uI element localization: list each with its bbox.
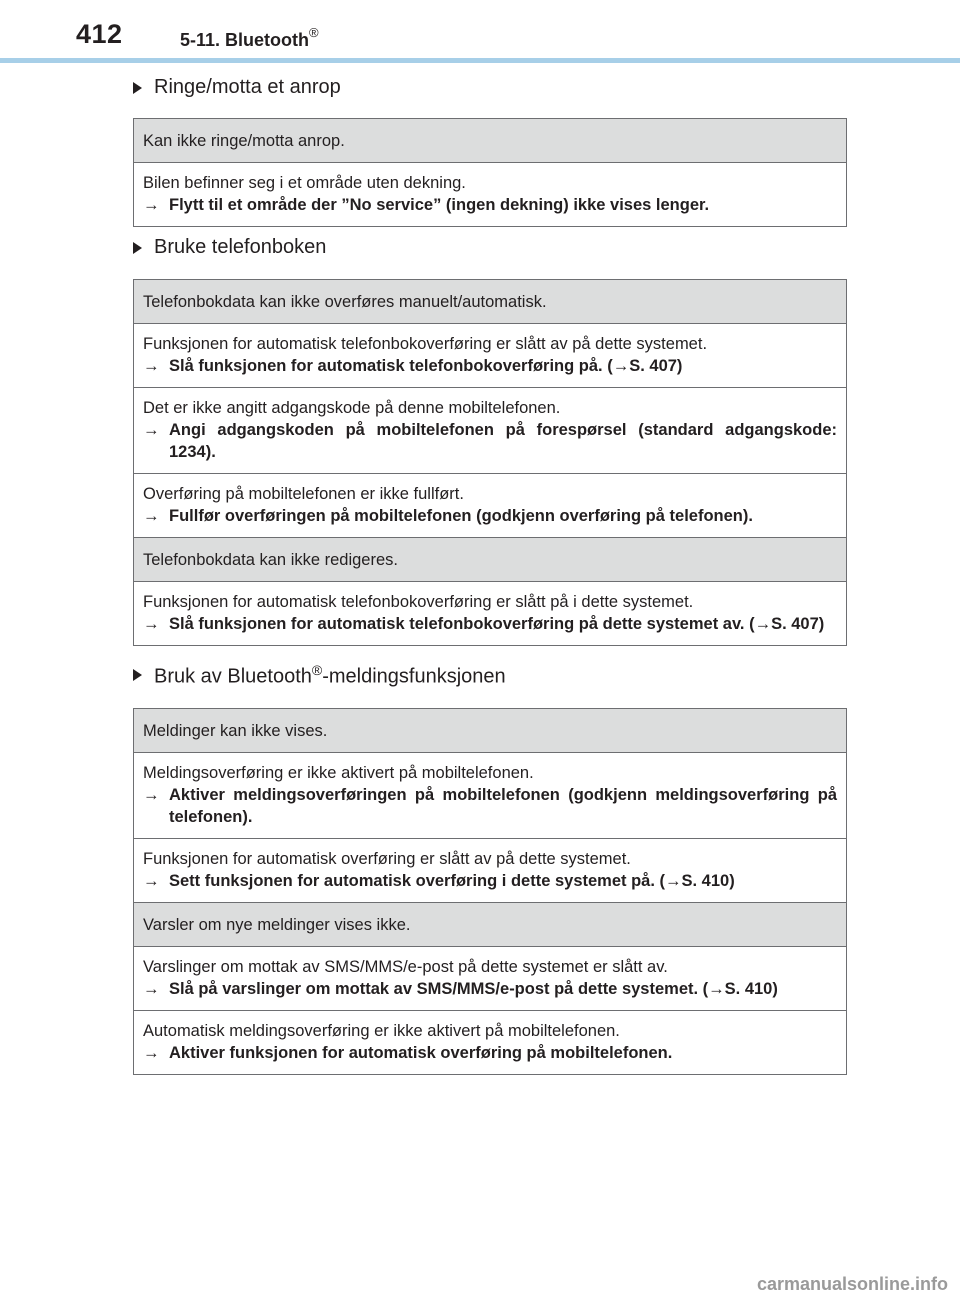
registered-mark: ®	[309, 25, 319, 40]
arrow-right-icon: →	[143, 980, 160, 998]
cause-text: Overføring på mobiltelefonen er ikke fullført.	[143, 485, 464, 503]
subheading-text: Bruke telefonboken	[154, 236, 327, 258]
section-title	[180, 27, 319, 51]
problem-row	[134, 119, 846, 162]
arrow-right-icon: →	[143, 507, 160, 525]
subheading-text: Ringe/motta et anrop	[154, 76, 341, 98]
page-number: 412	[76, 19, 123, 49]
problem-row	[134, 280, 846, 323]
table-calls	[133, 118, 847, 227]
solution-label: Slå funksjonen for automatisk telefonbokoverføring på dette systemet av. (→S. 407)	[169, 615, 825, 633]
table-phonebook	[133, 279, 847, 646]
solution-text	[143, 355, 837, 377]
section-title-text: 5-11. Bluetooth	[180, 30, 310, 50]
problem-text: Kan ikke ringe/motta anrop.	[143, 132, 345, 150]
solution-text	[143, 505, 837, 527]
arrow-right-icon: →	[143, 357, 160, 375]
cause-row	[134, 581, 846, 645]
problem-text: Varsler om nye meldinger vises ikke.	[143, 916, 411, 934]
solution-label: Aktiver meldingsoverføringen på mobiltelefonen (godkjenn meldingsoverføring på telefonen).	[169, 786, 837, 826]
cause-text: Varslinger om mottak av SMS/MMS/e-post på dette systemet er slått av.	[143, 958, 668, 976]
page-header	[0, 0, 960, 64]
cause-text: Automatisk meldingsoverføring er ikke aktivert på mobiltelefonen.	[143, 1022, 620, 1040]
solution-text	[143, 613, 837, 635]
triangle-bullet-icon	[133, 242, 142, 254]
arrow-right-icon: →	[143, 1044, 160, 1062]
table-messages	[133, 708, 847, 1075]
subheading-phonebook	[133, 236, 326, 259]
subheading-main: Bruk av Bluetooth	[154, 665, 312, 688]
solution-label: Aktiver funksjonen for automatisk overføring på mobiltelefonen.	[169, 1044, 673, 1062]
cause-text: Meldingsoverføring er ikke aktivert på mobiltelefonen.	[143, 764, 534, 782]
problem-text: Meldinger kan ikke vises.	[143, 722, 328, 740]
arrow-right-icon: →	[143, 872, 160, 890]
solution-label: Slå funksjonen for automatisk telefonbokoverføring på. (→S. 407)	[169, 357, 683, 375]
solution-label: Flytt til et område der ”No service” (ingen dekning) ikke vises lenger.	[169, 196, 710, 214]
solution-label: Sett funksjonen for automatisk overføring i dette systemet på. (→S. 410)	[169, 872, 735, 890]
solution-text	[143, 870, 837, 892]
solution-label: Slå på varslinger om mottak av SMS/MMS/e-post på dette systemet. (→S. 410)	[169, 980, 778, 998]
problem-text: Telefonbokdata kan ikke overføres manuelt/automatisk.	[143, 293, 547, 311]
cause-row	[134, 323, 846, 387]
subheading-messages	[133, 662, 506, 689]
cause-row	[134, 946, 846, 1010]
cause-text: Funksjonen for automatisk overføring er slått av på dette systemet.	[143, 850, 631, 868]
cause-text: Bilen befinner seg i et område uten dekning.	[143, 174, 466, 192]
solution-label: Fullfør overføringen på mobiltelefonen (godkjenn overføring på telefonen).	[169, 507, 753, 525]
cause-row	[134, 1010, 846, 1074]
problem-text: Telefonbokdata kan ikke redigeres.	[143, 551, 398, 569]
cause-row	[134, 162, 846, 226]
footer-watermark: carmanualsonline.info	[756, 1274, 948, 1294]
triangle-bullet-icon	[133, 82, 142, 94]
solution-label: Angi adgangskoden på mobiltelefonen på forespørsel (standard adgangskode: 1234).	[169, 421, 837, 461]
arrow-right-icon: →	[143, 615, 160, 633]
cause-text: Funksjonen for automatisk telefonbokoverføring er slått av på dette systemet.	[143, 335, 708, 353]
triangle-bullet-icon	[133, 669, 142, 681]
cause-row	[134, 387, 846, 473]
solution-text	[143, 978, 837, 1000]
arrow-right-icon: →	[143, 196, 160, 214]
solution-text	[143, 1042, 837, 1064]
cause-row	[134, 838, 846, 902]
cause-row	[134, 473, 846, 537]
solution-text	[143, 419, 837, 463]
solution-text	[143, 194, 837, 216]
arrow-right-icon: →	[143, 786, 160, 804]
header-rule	[0, 58, 960, 63]
cause-row	[134, 752, 846, 838]
cause-text: Det er ikke angitt adgangskode på denne mobiltelefonen.	[143, 399, 561, 417]
solution-text	[143, 784, 837, 828]
subheading-calls	[133, 76, 341, 99]
subheading-suffix: -meldingsfunksjonen	[322, 665, 506, 688]
registered-mark: ®	[311, 662, 323, 678]
problem-row	[134, 537, 846, 581]
problem-row	[134, 709, 846, 752]
subheading-text	[154, 662, 506, 689]
arrow-right-icon: →	[143, 421, 160, 439]
problem-row	[134, 902, 846, 946]
cause-text: Funksjonen for automatisk telefonbokoverføring er slått på i dette systemet.	[143, 593, 694, 611]
